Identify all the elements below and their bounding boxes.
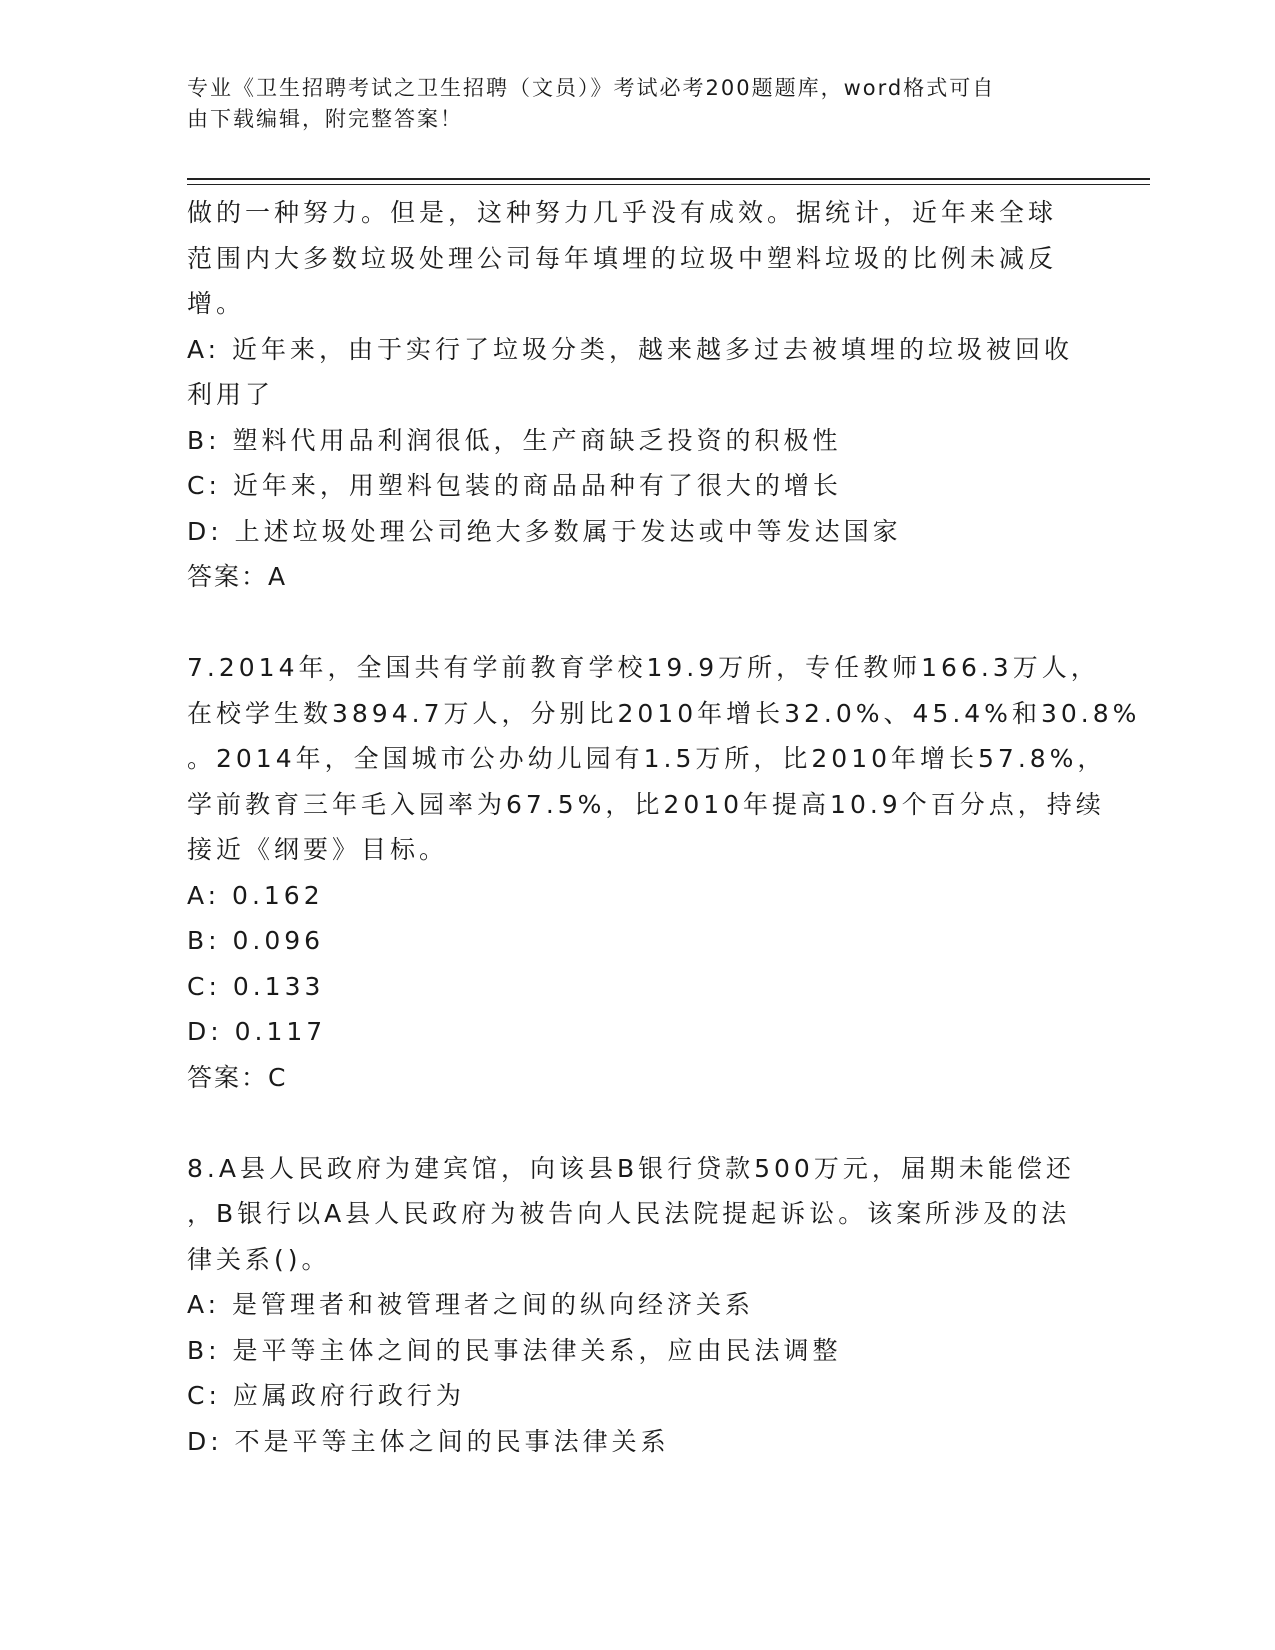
question-stem-line: 8.A县人民政府为建宾馆，向该县B银行贷款500万元，届期未能偿还 — [187, 1153, 1075, 1183]
option-c: C: 应属政府行政行为 — [187, 1381, 465, 1410]
question-stem-line: 学前教育三年毛入园率为67.5%，比2010年提高10.9个百分点，持续 — [187, 789, 1105, 819]
header-line-2: 由下载编辑，附完整答案！ — [187, 107, 463, 131]
option-a: A: 0.162 — [187, 880, 324, 910]
option-a-continued: 利用了 — [187, 380, 275, 409]
option-a: A: 近年来，由于实行了垃圾分类，越来越多过去被填埋的垃圾被回收 — [187, 334, 1074, 364]
question-stem-line: 增。 — [187, 289, 246, 318]
option-b: B: 塑料代用品利润很低，生产商缺乏投资的积极性 — [187, 425, 842, 455]
option-d: D: 0.117 — [187, 1017, 327, 1046]
option-b: B: 0.096 — [187, 926, 325, 955]
question-stem-line: 做的一种努力。但是，这种努力几乎没有成效。据统计，近年来全球 — [187, 198, 1058, 227]
option-c: C: 0.133 — [187, 971, 325, 1001]
option-d: D: 不是平等主体之间的民事法律关系 — [187, 1426, 670, 1456]
question-stem-line: 在校学生数3894.7万人，分别比2010年增长32.0%、45.4%和30.8% — [187, 698, 1141, 728]
header-rule-thick — [187, 178, 1150, 180]
spacer — [187, 1100, 1087, 1146]
answer: 答案：C — [187, 1062, 288, 1092]
question-6 — [187, 190, 1087, 600]
answer: 答案：A — [187, 562, 288, 591]
question-stem-line: 。2014年，全国城市公办幼儿园有1.5万所，比2010年增长57.8%， — [187, 744, 1107, 773]
document-body — [187, 190, 1141, 1464]
header-line-1: 专业《卫生招聘考试之卫生招聘（文员）》考试必考200题题库，word格式可自 — [187, 76, 996, 100]
page-header — [187, 73, 1077, 135]
question-stem-line: 范围内大多数垃圾处理公司每年填埋的垃圾中塑料垃圾的比例未减反 — [187, 243, 1058, 273]
spacer — [187, 600, 1087, 646]
question-stem-line: 律关系()。 — [187, 1244, 331, 1274]
question-stem-line: ，B银行以A县人民政府为被告向人民法院提起诉讼。该案所涉及的法 — [187, 1199, 1071, 1228]
question-7 — [187, 645, 1141, 1100]
header-rule-thin — [187, 184, 1150, 185]
option-c: C: 近年来，用塑料包装的商品品种有了很大的增长 — [187, 471, 842, 500]
question-8 — [187, 1146, 1087, 1465]
question-stem-line: 7.2014年，全国共有学前教育学校19.9万所，专任教师166.3万人， — [187, 653, 1100, 682]
option-a: A: 是管理者和被管理者之间的纵向经济关系 — [187, 1290, 755, 1319]
option-d: D: 上述垃圾处理公司绝大多数属于发达或中等发达国家 — [187, 516, 902, 546]
option-b: B: 是平等主体之间的民事法律关系，应由民法调整 — [187, 1335, 842, 1365]
question-stem-line: 接近《纲要》目标。 — [187, 835, 449, 864]
